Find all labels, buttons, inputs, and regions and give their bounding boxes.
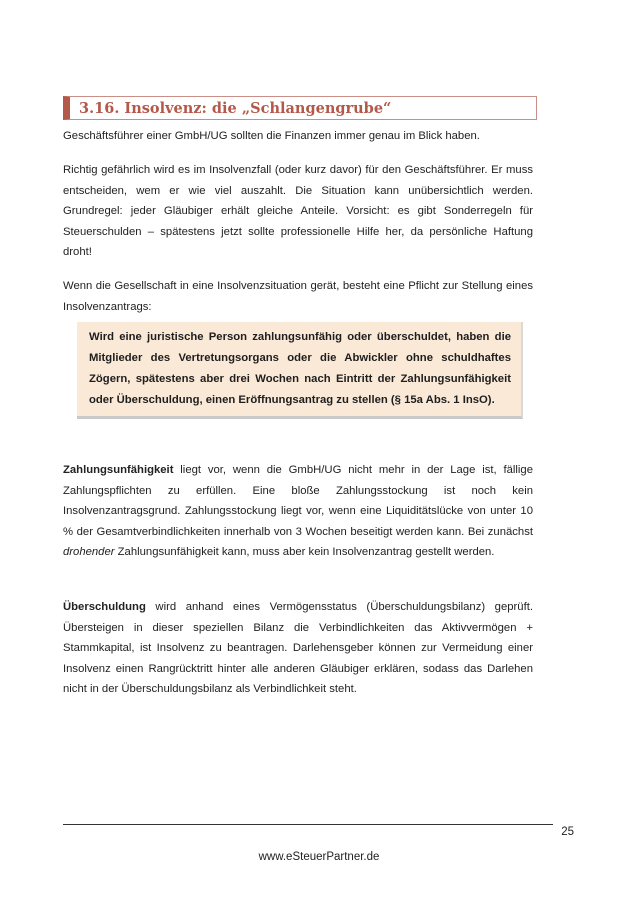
- overindebtedness-text: wird anhand eines Vermögensstatus (Überschuldungsbilanz) geprüft. Übersteigen in dieser speziellen Bilanz die Verbindlichkeiten das Aktivvermögen + Stammkapital, ist Insolvenz zu beantragen. Darlehensgeber können zur Vermeidung einer Insolvenz einen Rangrücktritt hinter alle anderen Gläubiger erklären, sodass das Darlehen nicht in der Überschuldungsbilanz als Verbindlichkeit steht.: [63, 601, 533, 695]
- danger-paragraph: Richtig gefährlich wird es im Insolvenzfall (oder kurz davor) für den Geschäftsführer. Er muss entscheiden, wem er wie viel auszahlt. Die Situation kann unübersichtlich werden. Grundregel: jeder Gläubiger erhält gleiche Anteile. Vorsicht: es gibt Sonderregeln für Steuerschulden – spätestens jetzt sollte professionelle Hilfe her, da persönliche Haftung droht!: [63, 164, 533, 258]
- duty-paragraph: Wenn die Gesellschaft in eine Insolvenzsituation gerät, besteht eine Pflicht zur Stellung eines Insolvenzantrags:: [63, 280, 533, 313]
- footer-website-link[interactable]: www.eSteuerPartner.de: [258, 851, 380, 863]
- overindebtedness-term: Überschuldung: [63, 601, 146, 613]
- legal-quote-callout: [77, 322, 523, 419]
- illiquidity-term: Zahlungsunfähigkeit: [63, 464, 174, 476]
- section-heading-box: [63, 96, 537, 120]
- callout-line: oder Überschuldung, einen Eröffnungsantrag zu stellen (§ 15a Abs. 1 InsO).: [89, 394, 495, 406]
- footer-divider: [63, 824, 553, 825]
- overindebtedness-paragraph: [63, 597, 533, 700]
- illiquidity-emphasis: drohender: [63, 546, 115, 558]
- callout-line: Mitglieder des Vertretungsorgans oder die Abwickler ohne schuldhaftes: [89, 352, 511, 364]
- illiquidity-text-2: Zahlungsunfähigkeit kann, muss aber kein Insolvenzantrag gestellt werden.: [114, 546, 495, 558]
- illiquidity-text-1: liegt vor, wenn die GmbH/UG nicht mehr in der Lage ist, fällige Zahlungspflichten zu erfüllen. Eine bloße Zahlungsstockung ist noch kein Insolvenzantragsgrund. Zahlungsstockung liegt vor, wenn eine Liquiditätslücke von unter 10 % der Gesamtverbindlichkeiten innerhalb von 3 Wochen beseitigt werden kann. Bei zunächst: [63, 464, 533, 538]
- callout-line: Wird eine juristische Person zahlungsunfähig oder überschuldet, haben die: [89, 331, 511, 343]
- section-heading: 3.16. Insolvenz: die „Schlangengrube“: [79, 99, 392, 117]
- intro-paragraph: Geschäftsführer einer GmbH/UG sollten die Finanzen immer genau im Blick haben.: [63, 130, 480, 142]
- illiquidity-paragraph: [63, 460, 533, 563]
- callout-line: Zögern, spätestens aber drei Wochen nach Eintritt der Zahlungsunfähigkeit: [89, 373, 511, 385]
- page-number: 25: [561, 826, 574, 838]
